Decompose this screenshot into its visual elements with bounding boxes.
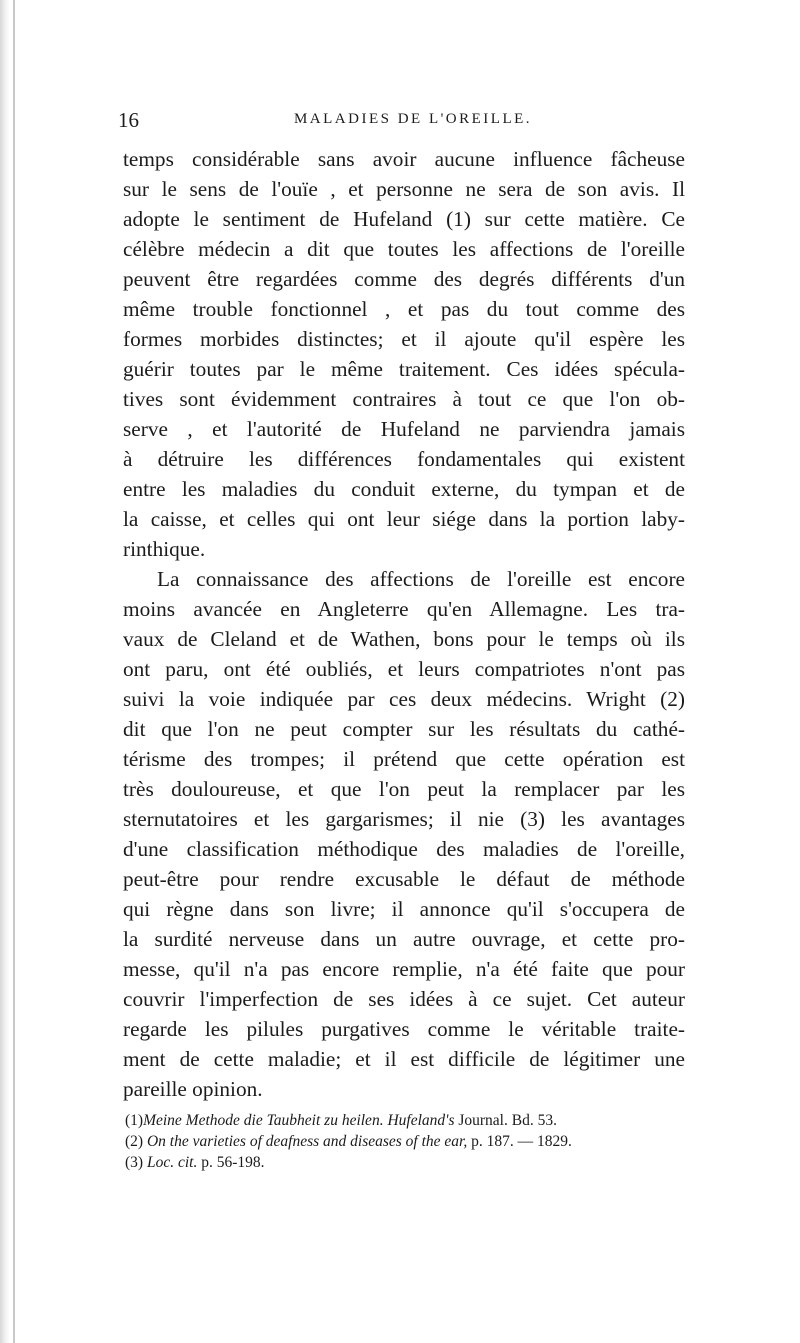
footnote-marker: (2) <box>125 1133 144 1150</box>
footnote-title: Meine Methode die Taubheit zu heilen. Hufeland's <box>143 1112 455 1129</box>
footnote-1 <box>123 1110 685 1131</box>
running-head <box>118 108 685 136</box>
text-line: entre les maladies du conduit externe, du tympan et de <box>123 477 685 501</box>
text-line: térisme des trompes; il prétend que cette opération est <box>123 747 685 771</box>
text-line: la caisse, et celles qui ont leur siége dans la portion laby- <box>123 507 685 531</box>
footnote-marker: (3) <box>125 1154 144 1171</box>
text-line: très douloureuse, et que l'on peut la remplacer par les <box>123 777 685 801</box>
page-number: 16 <box>118 108 139 132</box>
text-line: peut-être pour rendre excusable le défaut de méthode <box>123 867 685 891</box>
text-line: d'une classification méthodique des maladies de l'oreille, <box>123 837 685 861</box>
running-title: MALADIES DE L'OREILLE. <box>293 111 533 127</box>
text-line: adopte le sentiment de Hufeland (1) sur cette matière. Ce <box>123 207 685 231</box>
text-line: ment de cette maladie; et il est difficile de légitimer une <box>123 1047 685 1071</box>
text-line: qui règne dans son livre; il annonce qu'il s'occupera de <box>123 897 685 921</box>
text-line: célèbre médecin a dit que toutes les affections de l'oreille <box>123 237 685 261</box>
paragraph-start-line: La connaissance des affections de l'oreille est encore <box>157 567 685 591</box>
book-page <box>118 108 685 1173</box>
footnote-title: Loc. cit. <box>143 1154 198 1171</box>
footnote-title: On the varieties of deafness and diseases of the ear, <box>143 1133 468 1150</box>
text-line: sur le sens de l'ouïe , et personne ne sera de son avis. Il <box>123 177 685 201</box>
text-line: suivi la voie indiquée par ces deux médecins. Wright (2) <box>123 687 685 711</box>
text-line: formes morbides distinctes; et il ajoute qu'il espère les <box>123 327 685 351</box>
text-line: peuvent être regardées comme des degrés différents d'un <box>123 267 685 291</box>
text-line: sternutatoires et les gargarismes; il nie (3) les avantages <box>123 807 685 831</box>
text-line: tives sont évidemment contraires à tout ce que l'on ob- <box>123 387 685 411</box>
text-line: couvrir l'imperfection de ses idées à ce sujet. Cet auteur <box>123 987 685 1011</box>
text-line: vaux de Cleland et de Wathen, bons pour le temps où ils <box>123 627 685 651</box>
scan-edge-shadow <box>0 0 10 1343</box>
scan-edge-line <box>13 0 15 1343</box>
paragraph-end-line: pareille opinion. <box>123 1077 263 1101</box>
text-line: serve , et l'autorité de Hufeland ne parviendra jamais <box>123 417 685 441</box>
text-line: messe, qu'il n'a pas encore remplie, n'a été faite que pour <box>123 957 685 981</box>
text-line: guérir toutes par le même traitement. Ces idées spécula- <box>123 357 685 381</box>
footnote-2 <box>123 1131 685 1152</box>
footnote-marker: (1) <box>125 1112 144 1129</box>
footnote-reference: p. 187. — 1829. <box>467 1133 572 1150</box>
body-text <box>123 144 685 1104</box>
footnote-3 <box>123 1152 685 1173</box>
text-line: la surdité nerveuse dans un autre ouvrage, et cette pro- <box>123 927 685 951</box>
text-line: dit que l'on ne peut compter sur les résultats du cathé- <box>123 717 685 741</box>
text-line: ont paru, ont été oubliés, et leurs compatriotes n'ont pas <box>123 657 685 681</box>
text-line: même trouble fonctionnel , et pas du tout comme des <box>123 297 685 321</box>
text-line: moins avancée en Angleterre qu'en Allemagne. Les tra- <box>123 597 685 621</box>
footnotes <box>123 1110 685 1173</box>
footnote-reference: Journal. Bd. 53. <box>454 1112 557 1129</box>
text-line: à détruire les différences fondamentales qui existent <box>123 447 685 471</box>
footnote-reference: p. 56-198. <box>197 1154 265 1171</box>
text-line: temps considérable sans avoir aucune influence fâcheuse <box>123 147 685 171</box>
text-line: regarde les pilules purgatives comme le véritable traite- <box>123 1017 685 1041</box>
paragraph-end-line: rinthique. <box>123 537 206 561</box>
